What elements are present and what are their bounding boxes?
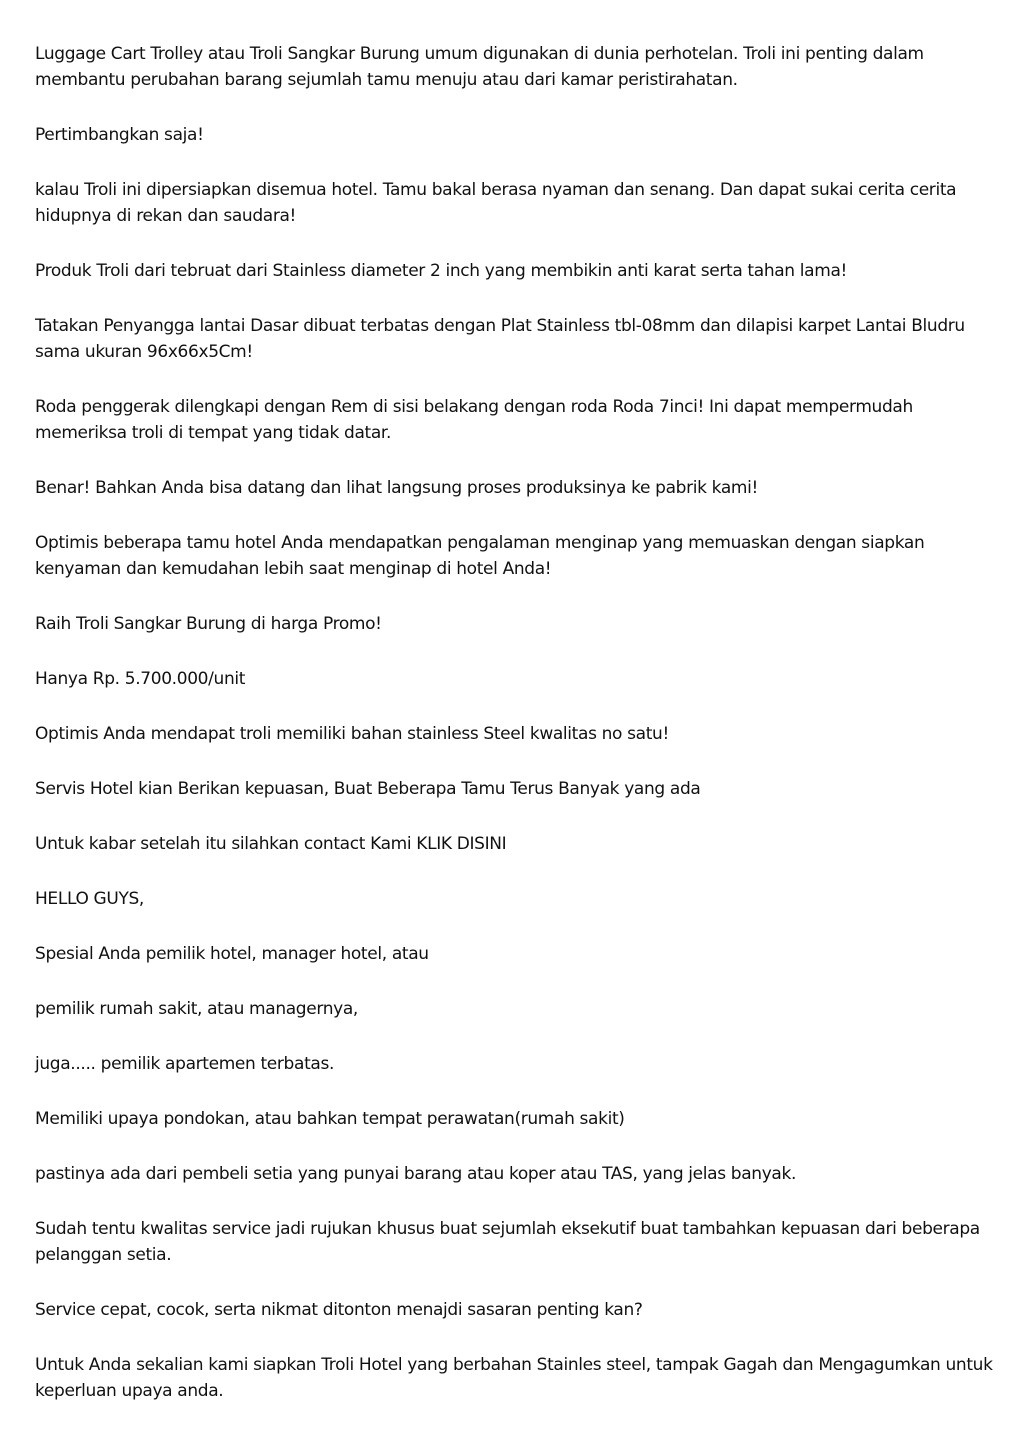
paragraph-quality: Optimis Anda mendapat troli memiliki bahan stainless Steel kwalitas no satu! — [35, 724, 669, 744]
paragraph-hotel-owners: Spesial Anda pemilik hotel, manager hotel, atau — [35, 944, 429, 964]
paragraph-loyal-buyers: pastinya ada dari pembeli setia yang punyai barang atau koper atau TAS, yang jelas banyak. — [35, 1164, 797, 1184]
paragraph-service-quality: Sudah tentu kwalitas service jadi rujukan khusus buat sejumlah eksekutif buat tambahkan kepuasan dari beberapa pelanggan setia. — [35, 1219, 980, 1265]
paragraph-wheels: Roda penggerak dilengkapi dengan Rem di sisi belakang dengan roda Roda 7inci! Ini dapat mempermudah memeriksa troli di tempat yang tidak datar. — [35, 397, 913, 443]
paragraph-guests-comfort: kalau Troli ini dipersiapkan disemua hotel. Tamu bakal berasa nyaman dan senang. Dan dapat sukai cerita cerita hidupnya di rekan dan saudara! — [35, 180, 957, 226]
paragraph-greeting: HELLO GUYS, — [35, 889, 144, 909]
paragraph-businesses: Memiliki upaya pondokan, atau bahkan tempat perawatan(rumah sakit) — [35, 1109, 625, 1129]
paragraph-intro: Luggage Cart Trolley atau Troli Sangkar Burung umum digunakan di dunia perhotelan. Troli ini penting dalam membantu perubahan barang sejumlah tamu menuju atau dari kamar peristirahatan. — [35, 44, 924, 90]
paragraph-contact: Untuk kabar setelah itu silahkan contact Kami KLIK DISINI — [35, 834, 507, 854]
paragraph-consider: Pertimbangkan saja! — [35, 125, 204, 145]
paragraph-apartment-owners: juga..... pemilik apartemen terbatas. — [35, 1054, 335, 1074]
paragraph-service-goal: Service cepat, cocok, serta nikmat ditonton menajdi sasaran penting kan? — [35, 1300, 643, 1320]
paragraph-material: Produk Troli dari tebruat dari Stainless diameter 2 inch yang membikin anti karat serta tahan lama! — [35, 261, 847, 281]
paragraph-promo: Raih Troli Sangkar Burung di harga Promo! — [35, 614, 382, 634]
paragraph-offer: Untuk Anda sekalian kami siapkan Troli Hotel yang berbahan Stainles steel, tampak Gagah dan Mengagumkan untuk keperluan upaya anda. — [35, 1355, 993, 1401]
document-body — [35, 41, 995, 1433]
paragraph-hospital-owners: pemilik rumah sakit, atau managernya, — [35, 999, 358, 1019]
paragraph-price: Hanya Rp. 5.700.000/unit — [35, 669, 246, 689]
paragraph-guest-experience: Optimis beberapa tamu hotel Anda mendapatkan pengalaman menginap yang memuaskan dengan siapkan kenyaman dan kemudahan lebih saat menginap di hotel Anda! — [35, 533, 925, 579]
paragraph-base-plate: Tatakan Penyangga lantai Dasar dibuat terbatas dengan Plat Stainless tbl-08mm dan dilapisi karpet Lantai Bludru sama ukuran 96x66x5Cm! — [35, 316, 965, 362]
paragraph-factory-visit: Benar! Bahkan Anda bisa datang dan lihat langsung proses produksinya ke pabrik kami! — [35, 478, 758, 498]
paragraph-service: Servis Hotel kian Berikan kepuasan, Buat Beberapa Tamu Terus Banyak yang ada — [35, 779, 701, 799]
